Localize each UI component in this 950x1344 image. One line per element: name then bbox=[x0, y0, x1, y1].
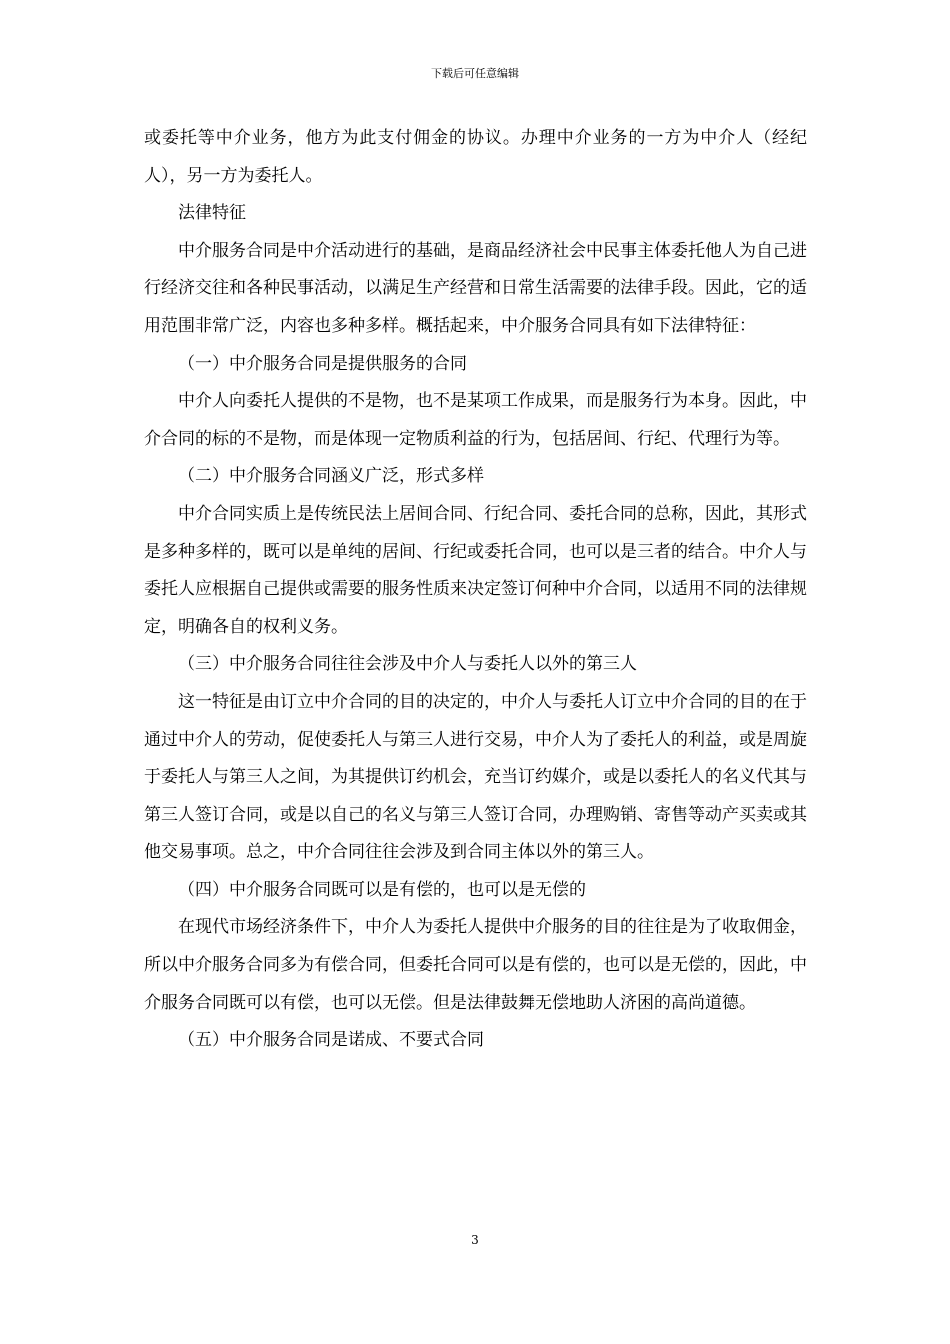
section-heading-legal-features: 法律特征 bbox=[178, 203, 246, 224]
section-heading-5: （五）中介服务合同是诺成、不要式合同 bbox=[178, 1030, 484, 1051]
page-header: 下载后可任意编辑 bbox=[431, 67, 519, 80]
document-body bbox=[144, 120, 807, 1060]
section-heading-3: （三）中介服务合同往往会涉及中介人与委托人以外的第三人 bbox=[178, 654, 637, 675]
section-heading-1: （一）中介服务合同是提供服务的合同 bbox=[178, 353, 467, 374]
section-heading-4: （四）中介服务合同既可以是有偿的，也可以是无偿的 bbox=[178, 879, 586, 900]
paragraph-continuation: 或委托等中介业务，他方为此支付佣金的协议。办理中介业务的一方为中介人（经纪人），另一方为委托人。 bbox=[144, 128, 807, 186]
section-heading-2: （二）中介服务合同涵义广泛，形式多样 bbox=[178, 466, 484, 487]
page-number: 3 bbox=[471, 1233, 479, 1247]
paragraph-4: 在现代市场经济条件下，中介人为委托人提供中介服务的目的往往是为了收取佣金，所以中介服务合同多为有偿合同，但委托合同可以是有偿的，也可以是无偿的，因此，中介服务合同既可以有偿，也可以无偿。但是法律鼓舞无偿地助人济困的高尚道德。 bbox=[144, 917, 807, 1013]
paragraph-3: 这一特征是由订立中介合同的目的决定的，中介人与委托人订立中介合同的目的在于通过中介人的劳动，促使委托人与第三人进行交易，中介人为了委托人的利益，或是周旋于委托人与第三人之间，为其提供订约机会，充当订约媒介，或是以委托人的名义代其与第三人签订合同，或是以自己的名义与第三人签订合同，办理购销、寄售等动产买卖或其他交易事项。总之，中介合同往往会涉及到合同主体以外的第三人。 bbox=[144, 691, 807, 863]
paragraph-intro: 中介服务合同是中介活动进行的基础，是商品经济社会中民事主体委托他人为自己进行经济交往和各种民事活动，以满足生产经营和日常生活需要的法律手段。因此，它的适用范围非常广泛，内容也多种多样。概括起来，中介服务合同具有如下法律特征： bbox=[144, 240, 807, 336]
paragraph-1: 中介人向委托人提供的不是物，也不是某项工作成果，而是服务行为本身。因此，中介合同的标的不是物，而是体现一定物质利益的行为，包括居间、行纪、代理行为等。 bbox=[144, 391, 807, 449]
paragraph-2: 中介合同实质上是传统民法上居间合同、行纪合同、委托合同的总称，因此，其形式是多种多样的，既可以是单纯的居间、行纪或委托合同，也可以是三者的结合。中介人与委托人应根据自己提供或需要的服务性质来决定签订何种中介合同，以适用不同的法律规定，明确各自的权利义务。 bbox=[144, 503, 807, 637]
